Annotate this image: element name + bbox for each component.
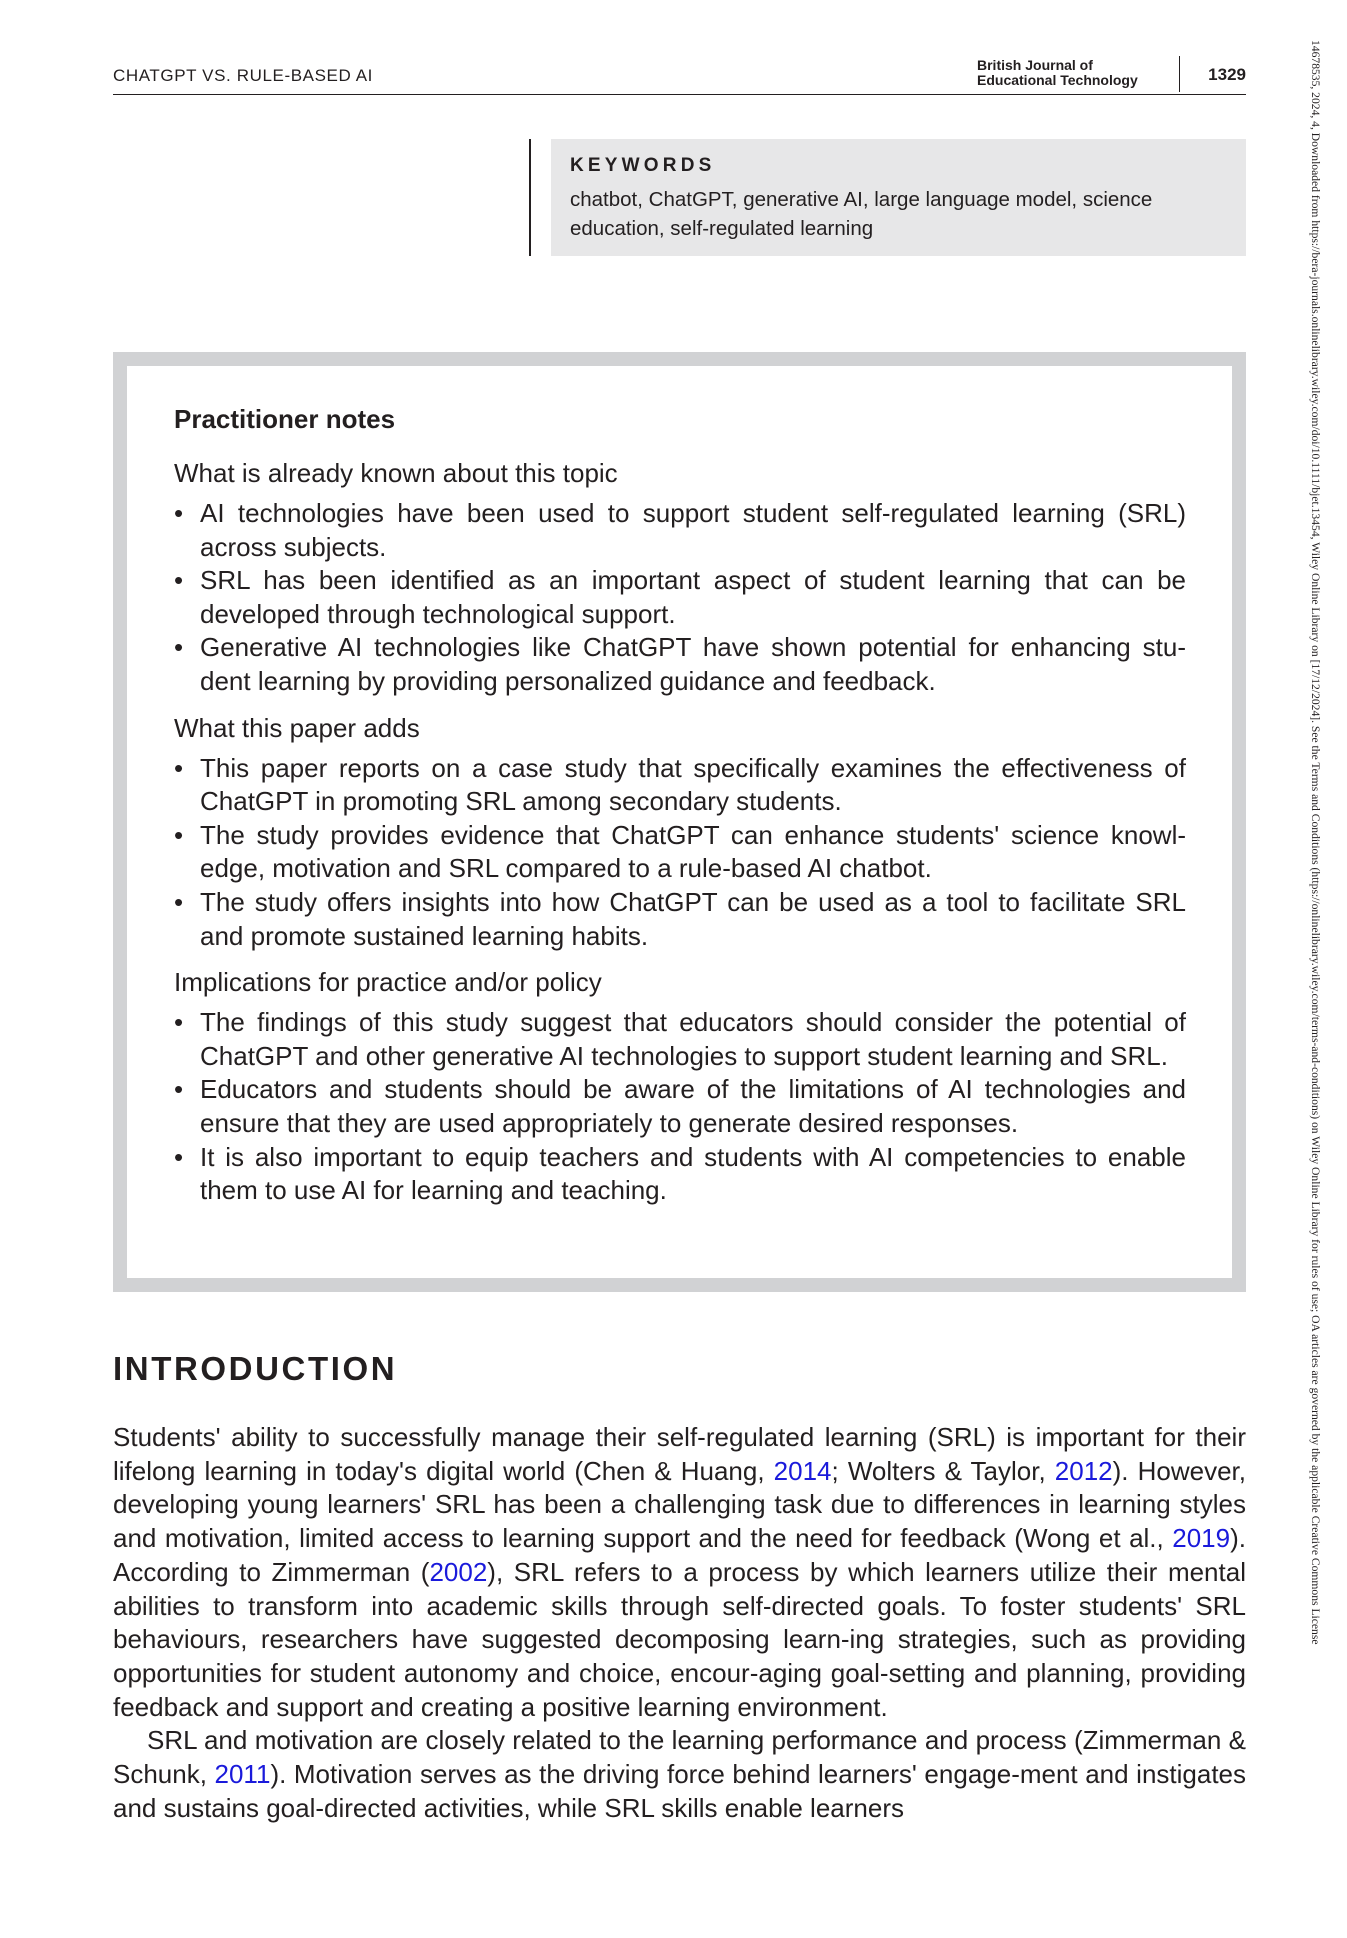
practitioner-notes-title: Practitioner notes (174, 404, 396, 434)
journal-name-line-1: British Journal of (977, 57, 1093, 73)
download-notice-strip: 14678535, 2024, 4, Downloaded from https://bera-journals.onlinelibrary.wiley.com/doi/10.1111/bjet.13454, Wiley Online Library on [17/12/2024]. See the Terms and Conditions (https://onlinelibrary.wiley.com/terms-and-conditions) on Wiley Online Library for rules of use; OA articles are governed by the applicable Creative Commons License (1309, 40, 1322, 1645)
section-heading-adds: What this paper adds (174, 712, 420, 743)
list-item: • SRL has been identified as an important aspect of student learning that can be developed through technological support. (174, 565, 1186, 629)
bullet: • (174, 1007, 184, 1038)
bullet: • (174, 1074, 184, 1105)
journal-name (977, 58, 1162, 88)
running-header (113, 58, 1246, 95)
section-heading-implications: Implications for practice and/or policy (174, 967, 602, 998)
citation-link[interactable]: 2014 (773, 1455, 832, 1486)
section-list-adds (174, 752, 1186, 954)
keywords-heading: KEYWORDS (570, 155, 716, 176)
section-list-implications (174, 1006, 1186, 1208)
paragraph: Students' ability to successfully manage their self-regulated learning (SRL) is important for their lifelong learning in today's digital world (Chen & Huang, 2014; Wolters & Taylor, 2012). However, developing young learners' SRL has been a challenging task due to differences in learning styles and motivation, limited access to learning support and the need for feedback (Wong et al., 2019). According to Zimmerman (2002), SRL refers to a process by which learners utilize their mental abilities to transform into academic skills through self-directed goals. To foster students' SRL behaviours, researchers have suggested decomposing learn-ing strategies, such as providing opportunities for student autonomy and choice, encour-aging goal-setting and planning, providing feedback and support and creating a positive learning environment. (113, 1422, 1246, 1722)
bullet: • (174, 565, 184, 596)
citation-link[interactable]: 2019 (1172, 1523, 1231, 1554)
paragraph: SRL and motivation are closely related to the learning performance and process (Zimmerman & Schunk, 2011). Motivation serves as the driving force behind learners' engage-ment and instigates and sustains goal-directed activities, while SRL skills enable learners (113, 1725, 1247, 1823)
citation-link[interactable]: 2012 (1054, 1455, 1113, 1486)
list-item: • The study offers insights into how ChatGPT can be used as a tool to facilitate SRL and promote sustained learning habits. (174, 886, 1186, 951)
bullet: • (174, 498, 184, 528)
section-heading-known: What is already known about this topic (174, 458, 618, 488)
keywords-rule (529, 139, 531, 256)
keywords-box (551, 139, 1246, 256)
list-item: • Educators and students should be aware of the limitations of AI technologies and ensure that they are used appropriately to generate desired responses. (174, 1074, 1186, 1138)
citation-link[interactable]: 2011 (214, 1759, 271, 1790)
list-item: • The study provides evidence that ChatGPT can enhance students' science knowl-edge, motivation and SRL compared to a rule-based AI chatbot. (174, 819, 1186, 884)
practitioner-notes-box (113, 352, 1246, 1292)
introduction-heading: INTRODUCTION (113, 1350, 398, 1387)
list-item: • AI technologies have been used to support student self-regulated learning (SRL) across subjects. (174, 498, 1186, 562)
running-title: CHATGPT VS. RULE-BASED AI (113, 66, 373, 85)
list-item: • This paper reports on a case study that specifically examines the effectiveness of ChatGPT in promoting SRL among secondary students. (174, 752, 1186, 817)
bullet: • (174, 632, 184, 663)
journal-name-line-2: Educational Technology (977, 72, 1138, 88)
bullet: • (174, 752, 184, 783)
keywords-text: chatbot, ChatGPT, generative AI, large language model, science education, self-regulated learning (570, 188, 1153, 240)
list-item: • Generative AI technologies like ChatGPT have shown potential for enhancing stu-dent learning by providing personalized guidance and feedback. (174, 632, 1186, 696)
list-item: • The findings of this study suggest that educators should consider the potential of ChatGPT and other generative AI technologies to support student learning and SRL. (174, 1007, 1186, 1071)
citation-link[interactable]: 2002 (429, 1556, 488, 1587)
page-number: 1329 (1208, 65, 1246, 84)
introduction-body (113, 1421, 1246, 1825)
practitioner-notes-inner (127, 366, 1232, 1278)
bullet: • (174, 1141, 184, 1172)
bullet: • (174, 819, 184, 850)
section-list-known (174, 497, 1186, 699)
bullet: • (174, 886, 184, 917)
list-item: • It is also important to equip teachers and students with AI competencies to enable them to use AI for learning and teaching. (174, 1141, 1186, 1206)
header-divider (1179, 56, 1181, 92)
